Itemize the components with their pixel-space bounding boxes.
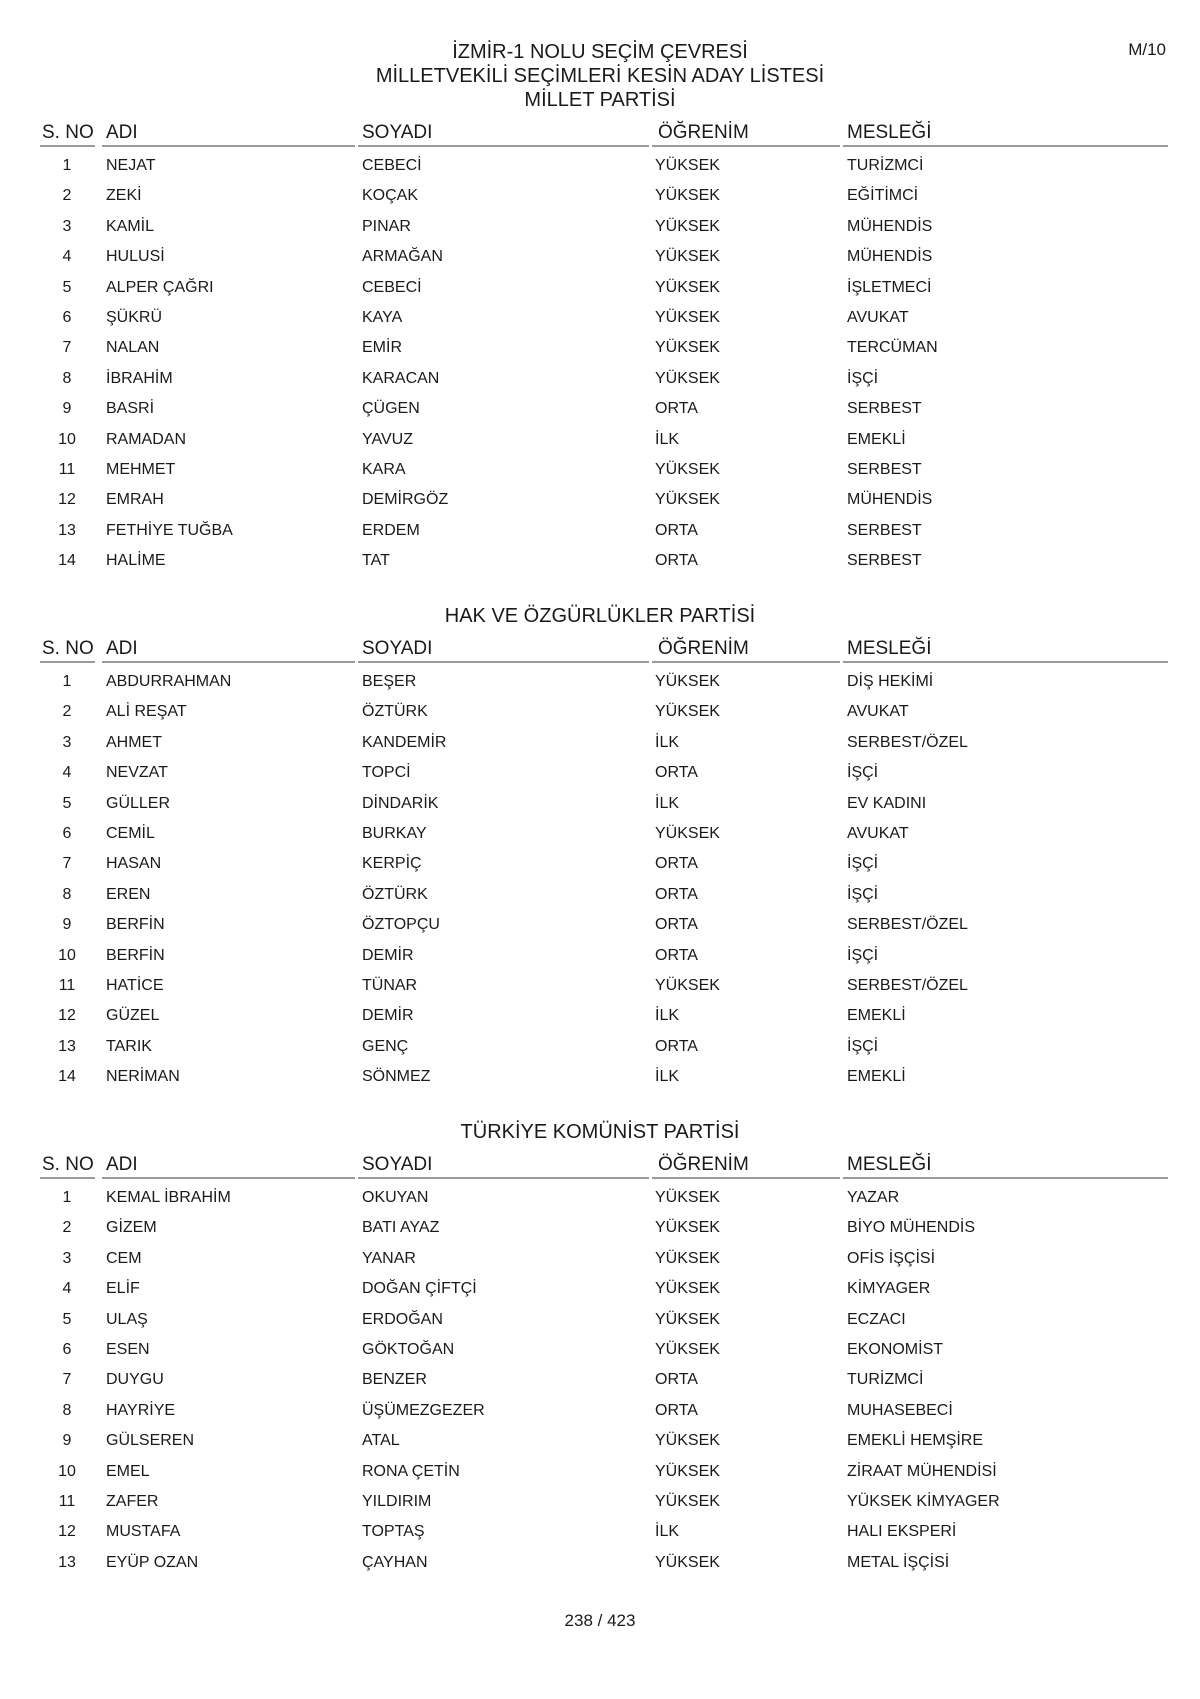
cell-ogrenim: YÜKSEK: [655, 1219, 720, 1237]
page-number: 238 / 423: [564, 1611, 636, 1630]
cell-soyadi: DİNDARİK: [362, 794, 439, 812]
cell-adi: GÜLLER: [106, 794, 171, 812]
party-section: [0, 88, 1200, 575]
cell-adi: GİZEM: [106, 1219, 157, 1237]
cell-no: 6: [62, 1340, 72, 1358]
cell-soyadi: ÜŞÜMEZGEZER: [362, 1401, 485, 1419]
table-row: [0, 272, 1200, 302]
cell-ogrenim: ORTA: [655, 916, 698, 934]
cell-meslegi: BİYO MÜHENDİS: [847, 1219, 976, 1237]
cell-meslegi: SERBEST: [847, 400, 922, 418]
cell-ogrenim: ORTA: [655, 400, 698, 418]
cell-no: 9: [62, 400, 72, 418]
table-body: [0, 150, 1200, 575]
col-header-adi: ADI: [102, 636, 355, 663]
cell-soyadi: BENZER: [362, 1371, 427, 1389]
cell-meslegi: İŞÇİ: [847, 1037, 879, 1055]
col-header-ogrenim: ÖĞRENİM: [652, 1152, 840, 1179]
cell-ogrenim: ORTA: [655, 552, 698, 570]
cell-soyadi: DEMİR: [362, 946, 414, 964]
cell-meslegi: EĞİTİMCİ: [847, 187, 919, 205]
table-row: [0, 970, 1200, 1000]
cell-no: 14: [58, 1068, 76, 1086]
cell-ogrenim: YÜKSEK: [655, 460, 720, 478]
col-header-adi: ADI: [102, 1152, 355, 1179]
table-row: [0, 879, 1200, 909]
cell-meslegi: İŞÇİ: [847, 855, 879, 873]
cell-ogrenim: İLK: [655, 1523, 680, 1541]
cell-ogrenim: YÜKSEK: [655, 1462, 720, 1480]
cell-adi: GÜZEL: [106, 1007, 160, 1025]
cell-ogrenim: YÜKSEK: [655, 1310, 720, 1328]
cell-adi: ŞÜKRÜ: [106, 308, 163, 326]
cell-no: 4: [62, 764, 72, 782]
cell-adi: HULUSİ: [106, 248, 165, 266]
cell-no: 14: [58, 552, 76, 570]
cell-ogrenim: YÜKSEK: [655, 187, 720, 205]
cell-meslegi: İŞÇİ: [847, 764, 879, 782]
cell-no: 13: [58, 1037, 76, 1055]
cell-ogrenim: YÜKSEK: [655, 1492, 720, 1510]
cell-soyadi: DOĞAN ÇİFTÇİ: [362, 1280, 477, 1298]
cell-adi: NERİMAN: [106, 1068, 180, 1086]
cell-ogrenim: YÜKSEK: [655, 278, 720, 296]
col-header-soyadi: SOYADI: [358, 636, 649, 663]
cell-adi: CEMİL: [106, 824, 155, 842]
cell-adi: HAYRİYE: [106, 1401, 176, 1419]
cell-ogrenim: ORTA: [655, 855, 698, 873]
cell-ogrenim: YÜKSEK: [655, 217, 720, 235]
cell-ogrenim: ORTA: [655, 521, 698, 539]
cell-no: 5: [62, 278, 72, 296]
cell-soyadi: KARACAN: [362, 369, 440, 387]
party-title: HAK VE ÖZGÜRLÜKLER PARTİSİ: [444, 605, 756, 627]
table-row: [0, 484, 1200, 514]
cell-ogrenim: YÜKSEK: [655, 1340, 720, 1358]
cell-ogrenim: ORTA: [655, 946, 698, 964]
cell-meslegi: SERBEST: [847, 552, 922, 570]
cell-adi: TARIK: [106, 1037, 152, 1055]
cell-adi: KEMAL İBRAHİM: [106, 1189, 231, 1206]
cell-adi: ULAŞ: [106, 1310, 148, 1328]
cell-meslegi: SERBEST/ÖZEL: [847, 733, 968, 751]
cell-soyadi: YANAR: [362, 1249, 416, 1267]
cell-no: 7: [62, 1371, 72, 1389]
cell-adi: ALİ REŞAT: [106, 703, 187, 721]
cell-soyadi: KERPİÇ: [362, 855, 422, 873]
cell-ogrenim: İLK: [655, 1007, 680, 1025]
table-row: [0, 363, 1200, 393]
cell-soyadi: ÖZTOPÇU: [362, 916, 440, 934]
cell-meslegi: AVUKAT: [847, 824, 909, 842]
cell-no: 10: [58, 1462, 76, 1480]
cell-ogrenim: YÜKSEK: [655, 157, 720, 174]
cell-adi: ABDURRAHMAN: [106, 673, 232, 690]
table-row: [0, 848, 1200, 878]
table-row: [0, 1243, 1200, 1273]
cell-ogrenim: YÜKSEK: [655, 491, 720, 509]
table-row: [0, 515, 1200, 545]
cell-meslegi: EKONOMİST: [847, 1340, 944, 1358]
cell-ogrenim: YÜKSEK: [655, 339, 720, 357]
party-title: TÜRKİYE KOMÜNİST PARTİSİ: [460, 1121, 740, 1143]
cell-soyadi: TOPTAŞ: [362, 1523, 425, 1541]
cell-meslegi: METAL İŞÇİSİ: [847, 1553, 950, 1571]
cell-no: 5: [62, 1310, 72, 1328]
cell-adi: EMEL: [106, 1462, 150, 1480]
cell-ogrenim: İLK: [655, 794, 680, 812]
cell-ogrenim: YÜKSEK: [655, 369, 720, 387]
cell-adi: NALAN: [106, 339, 160, 357]
col-header-ogrenim: ÖĞRENİM: [652, 120, 840, 147]
table-row: [0, 302, 1200, 332]
table-row: [0, 666, 1200, 696]
cell-soyadi: KAYA: [362, 308, 403, 326]
cell-adi: BERFİN: [106, 916, 165, 934]
cell-soyadi: TÜNAR: [362, 976, 418, 994]
cell-adi: MUSTAFA: [106, 1523, 181, 1541]
table-row: [0, 1000, 1200, 1030]
cell-adi: EMRAH: [106, 491, 164, 509]
cell-meslegi: MÜHENDİS: [847, 248, 933, 266]
cell-adi: EREN: [106, 885, 151, 903]
cell-meslegi: TURİZMCİ: [847, 157, 924, 174]
cell-ogrenim: YÜKSEK: [655, 1553, 720, 1571]
cell-no: 8: [62, 369, 72, 387]
cell-meslegi: SERBEST: [847, 460, 922, 478]
table-row: [0, 757, 1200, 787]
cell-soyadi: KANDEMİR: [362, 733, 447, 751]
cell-soyadi: DEMİRGÖZ: [362, 491, 449, 509]
table-row: [0, 393, 1200, 423]
table-row: [0, 1061, 1200, 1091]
cell-meslegi: AVUKAT: [847, 703, 909, 721]
cell-meslegi: EMEKLİ: [847, 1007, 906, 1025]
cell-soyadi: BURKAY: [362, 824, 427, 842]
col-header-meslegi: MESLEĞİ: [843, 636, 1168, 663]
cell-adi: CEM: [106, 1249, 142, 1267]
cell-ogrenim: ORTA: [655, 885, 698, 903]
cell-soyadi: SÖNMEZ: [362, 1068, 431, 1086]
table-row: [0, 1395, 1200, 1425]
cell-meslegi: AVUKAT: [847, 308, 909, 326]
cell-meslegi: EMEKLİ HEMŞİRE: [847, 1432, 984, 1450]
cell-soyadi: OKUYAN: [362, 1189, 429, 1206]
cell-no: 8: [62, 885, 72, 903]
col-header-adi: ADI: [102, 120, 355, 147]
cell-ogrenim: YÜKSEK: [655, 248, 720, 266]
cell-soyadi: ERDEM: [362, 521, 420, 539]
cell-no: 2: [62, 1219, 72, 1237]
table-row: [0, 332, 1200, 362]
cell-soyadi: GENÇ: [362, 1037, 409, 1055]
cell-soyadi: BEŞER: [362, 673, 417, 690]
cell-adi: EYÜP OZAN: [106, 1553, 199, 1571]
table-row: [0, 818, 1200, 848]
cell-soyadi: CEBECİ: [362, 157, 422, 174]
cell-ogrenim: YÜKSEK: [655, 308, 720, 326]
table-row: [0, 1182, 1200, 1212]
cell-no: 12: [58, 1523, 76, 1541]
cell-adi: BASRİ: [106, 400, 155, 418]
cell-no: 5: [62, 794, 72, 812]
cell-no: 12: [58, 491, 76, 509]
table-row: [0, 940, 1200, 970]
cell-adi: HATİCE: [106, 976, 164, 994]
table-row: [0, 696, 1200, 726]
table-row: [0, 1547, 1200, 1577]
cell-ogrenim: YÜKSEK: [655, 1280, 720, 1298]
cell-soyadi: ÖZTÜRK: [362, 703, 428, 721]
cell-no: 1: [62, 673, 72, 690]
table-row: [0, 211, 1200, 241]
cell-meslegi: İŞÇİ: [847, 946, 879, 964]
cell-no: 11: [58, 1492, 76, 1510]
cell-soyadi: YILDIRIM: [362, 1492, 432, 1510]
table-row: [0, 788, 1200, 818]
cell-soyadi: RONA ÇETİN: [362, 1462, 460, 1480]
table-row: [0, 424, 1200, 454]
cell-no: 9: [62, 1432, 72, 1450]
cell-no: 10: [58, 946, 76, 964]
cell-ogrenim: YÜKSEK: [655, 703, 720, 721]
cell-ogrenim: YÜKSEK: [655, 976, 720, 994]
cell-adi: KAMİL: [106, 217, 155, 235]
cell-ogrenim: YÜKSEK: [655, 1249, 720, 1267]
cell-ogrenim: YÜKSEK: [655, 673, 720, 690]
cell-adi: NEJAT: [106, 157, 156, 174]
cell-adi: HALİME: [106, 552, 166, 570]
cell-soyadi: KOÇAK: [362, 187, 419, 205]
col-header-meslegi: MESLEĞİ: [843, 120, 1168, 147]
cell-adi: ESEN: [106, 1340, 150, 1358]
col-header-meslegi: MESLEĞİ: [843, 1152, 1168, 1179]
cell-meslegi: ZİRAAT MÜHENDİSİ: [847, 1462, 997, 1480]
cell-meslegi: ECZACI: [847, 1310, 906, 1328]
cell-no: 7: [62, 339, 72, 357]
cell-no: 6: [62, 308, 72, 326]
cell-no: 4: [62, 248, 72, 266]
cell-no: 12: [58, 1007, 76, 1025]
cell-meslegi: EV KADINI: [847, 794, 927, 812]
cell-no: 11: [58, 460, 76, 478]
table-body: [0, 666, 1200, 1091]
cell-ogrenim: İLK: [655, 733, 680, 751]
cell-adi: ZAFER: [106, 1492, 159, 1510]
cell-ogrenim: YÜKSEK: [655, 1432, 720, 1450]
table-row: [0, 1364, 1200, 1394]
table-row: [0, 1425, 1200, 1455]
party-section: [0, 604, 1200, 1091]
cell-soyadi: ARMAĞAN: [362, 248, 443, 266]
cell-meslegi: İŞÇİ: [847, 369, 879, 387]
cell-meslegi: İŞÇİ: [847, 885, 879, 903]
cell-adi: ELİF: [106, 1280, 140, 1298]
header-line-1: İZMİR-1 NOLU SEÇİM ÇEVRESİ: [452, 41, 748, 63]
cell-ogrenim: ORTA: [655, 1037, 698, 1055]
cell-soyadi: TOPCİ: [362, 764, 411, 782]
table-header: [0, 1152, 1200, 1182]
table-row: [0, 1031, 1200, 1061]
page-code: M/10: [1128, 40, 1166, 59]
cell-meslegi: İŞLETMECİ: [847, 278, 932, 296]
table-row: [0, 1304, 1200, 1334]
table-row: [0, 150, 1200, 180]
table-row: [0, 1456, 1200, 1486]
cell-no: 2: [62, 703, 72, 721]
cell-adi: GÜLSEREN: [106, 1432, 195, 1450]
table-row: [0, 241, 1200, 271]
cell-no: 7: [62, 855, 72, 873]
table-header: [0, 120, 1200, 150]
cell-soyadi: YAVUZ: [362, 430, 413, 448]
cell-adi: AHMET: [106, 733, 162, 751]
cell-ogrenim: İLK: [655, 430, 680, 448]
document-header: [0, 40, 1200, 88]
cell-no: 9: [62, 916, 72, 934]
cell-ogrenim: ORTA: [655, 1371, 698, 1389]
cell-no: 3: [62, 733, 72, 751]
party-title: MİLLET PARTİSİ: [524, 89, 676, 111]
cell-meslegi: SERBEST: [847, 521, 922, 539]
cell-soyadi: ERDOĞAN: [362, 1310, 443, 1328]
cell-adi: ALPER ÇAĞRI: [106, 278, 214, 296]
cell-soyadi: CEBECİ: [362, 278, 422, 296]
cell-meslegi: SERBEST/ÖZEL: [847, 976, 968, 994]
col-header-no: S. NO: [40, 636, 95, 663]
col-header-soyadi: SOYADI: [358, 120, 649, 147]
cell-meslegi: KİMYAGER: [847, 1280, 931, 1298]
header-line-2: MİLLETVEKİLİ SEÇİMLERİ KESİN ADAY LİSTESİ: [375, 65, 825, 87]
cell-soyadi: KARA: [362, 460, 406, 478]
cell-ogrenim: İLK: [655, 1068, 680, 1086]
cell-soyadi: ATAL: [362, 1432, 400, 1450]
cell-meslegi: EMEKLİ: [847, 430, 906, 448]
cell-meslegi: OFİS İŞÇİSİ: [847, 1249, 936, 1267]
cell-no: 8: [62, 1401, 72, 1419]
table-row: [0, 909, 1200, 939]
cell-meslegi: YÜKSEK KİMYAGER: [847, 1492, 1000, 1510]
cell-meslegi: EMEKLİ: [847, 1068, 906, 1086]
table-row: [0, 454, 1200, 484]
col-header-ogrenim: ÖĞRENİM: [652, 636, 840, 663]
cell-meslegi: MÜHENDİS: [847, 491, 933, 509]
col-header-soyadi: SOYADI: [358, 1152, 649, 1179]
table-row: [0, 1486, 1200, 1516]
cell-soyadi: TAT: [362, 552, 390, 570]
table-row: [0, 180, 1200, 210]
table-body: [0, 1182, 1200, 1577]
cell-ogrenim: YÜKSEK: [655, 1189, 720, 1206]
cell-adi: BERFİN: [106, 946, 165, 964]
col-header-no: S. NO: [40, 1152, 95, 1179]
cell-ogrenim: ORTA: [655, 764, 698, 782]
cell-adi: NEVZAT: [106, 764, 168, 782]
cell-meslegi: DİŞ HEKİMİ: [847, 673, 934, 690]
cell-adi: HASAN: [106, 855, 162, 873]
cell-meslegi: MÜHENDİS: [847, 217, 933, 235]
cell-adi: MEHMET: [106, 460, 176, 478]
cell-no: 2: [62, 187, 72, 205]
table-row: [0, 545, 1200, 575]
cell-ogrenim: ORTA: [655, 1401, 698, 1419]
col-header-no: S. NO: [40, 120, 95, 147]
cell-ogrenim: YÜKSEK: [655, 824, 720, 842]
cell-meslegi: TERCÜMAN: [847, 339, 938, 357]
cell-no: 6: [62, 824, 72, 842]
cell-adi: FETHİYE TUĞBA: [106, 521, 233, 539]
cell-no: 11: [58, 976, 76, 994]
cell-no: 3: [62, 217, 72, 235]
cell-adi: RAMADAN: [106, 430, 187, 448]
cell-soyadi: GÖKTOĞAN: [362, 1340, 455, 1358]
cell-adi: DUYGU: [106, 1371, 164, 1389]
cell-adi: İBRAHİM: [106, 369, 173, 387]
table-header: [0, 636, 1200, 666]
table-row: [0, 1516, 1200, 1546]
party-section: [0, 1120, 1200, 1577]
cell-no: 13: [58, 521, 76, 539]
cell-no: 13: [58, 1553, 76, 1571]
cell-no: 1: [62, 1189, 72, 1206]
cell-meslegi: MUHASEBECİ: [847, 1401, 953, 1419]
cell-no: 1: [62, 157, 72, 174]
table-row: [0, 1212, 1200, 1242]
cell-soyadi: DEMİR: [362, 1007, 414, 1025]
table-row: [0, 1273, 1200, 1303]
table-row: [0, 1334, 1200, 1364]
cell-meslegi: TURİZMCİ: [847, 1371, 924, 1389]
cell-meslegi: SERBEST/ÖZEL: [847, 916, 968, 934]
cell-soyadi: ÇAYHAN: [362, 1553, 428, 1571]
cell-no: 3: [62, 1249, 72, 1267]
table-row: [0, 727, 1200, 757]
cell-soyadi: BATI AYAZ: [362, 1219, 440, 1237]
cell-meslegi: HALI EKSPERİ: [847, 1523, 957, 1541]
cell-no: 4: [62, 1280, 72, 1298]
cell-no: 10: [58, 430, 76, 448]
cell-soyadi: PINAR: [362, 217, 411, 235]
cell-soyadi: EMİR: [362, 339, 402, 357]
cell-soyadi: ÖZTÜRK: [362, 885, 428, 903]
cell-meslegi: YAZAR: [847, 1189, 900, 1206]
cell-soyadi: ÇÜGEN: [362, 400, 420, 418]
cell-adi: ZEKİ: [106, 187, 142, 205]
